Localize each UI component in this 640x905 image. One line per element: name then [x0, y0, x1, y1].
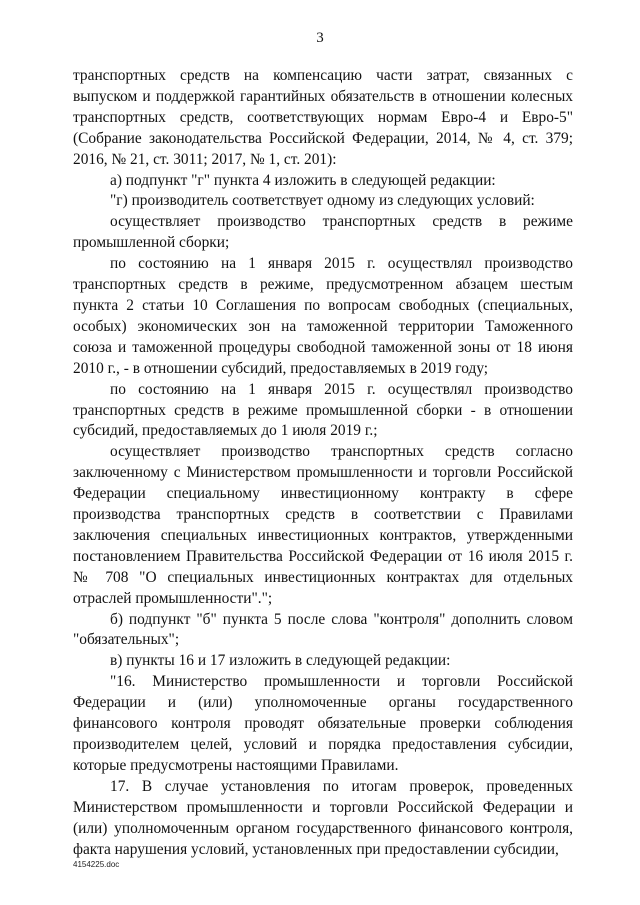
document-file-id: 4154225.doc [73, 860, 120, 869]
text-line: в) пункты 16 и 17 изложить в следующей редакции: [110, 652, 451, 670]
text-line: производства транспортных средств в соответствии с Правилами [73, 506, 573, 524]
text-line: 2010 г., - в отношении субсидий, предоставляемых в 2019 году; [73, 359, 489, 377]
text-line: "г) производитель соответствует одному из следующих условий: [110, 192, 535, 210]
text-line: 2016, № 21, ст. 3011; 2017, № 1, ст. 201): [73, 150, 337, 168]
text-line: выпуском и поддержкой гарантийных обязательств в отношении колесных [73, 87, 573, 105]
text-line: постановлением Правительства Российской Федерации от 16 июля 2015 г. [73, 547, 573, 565]
text-line: особых) экономических зон на таможенной территории Таможенного [73, 317, 573, 335]
text-line: транспортных средств, соответствующих нормам Евро-4 и Евро-5" [73, 108, 573, 126]
text-line: 17. В случае установления по итогам проверок, проведенных [110, 777, 573, 795]
text-line: осуществляет производство транспортных средств в режиме [110, 213, 573, 231]
page-number: 3 [316, 30, 324, 46]
text-line: пункта 2 статьи 10 Соглашения по вопросам свободных (специальных, [73, 296, 573, 314]
text-line: а) подпункт "г" пункта 4 изложить в следующей редакции: [110, 171, 496, 189]
text-line: заключения специальных инвестиционных контрактов, утвержденными [73, 526, 573, 544]
text-line: союза и таможенной процедуры свободной таможенной зоны от 18 июня [73, 338, 573, 356]
text-line: заключенному с Министерством промышленности и торговли Российской [73, 464, 573, 482]
text-line: (или) уполномоченным органом государственного финансового контроля, [73, 819, 573, 837]
text-line: "обязательных"; [73, 631, 180, 649]
text-line: Федерации специальному инвестиционному контракту в сфере [73, 485, 573, 503]
text-line: промышленной сборки; [73, 234, 230, 252]
text-line: по состоянию на 1 января 2015 г. осуществлял производство [110, 255, 573, 273]
text-line: производителем целей, условий и порядка предоставления субсидии, [73, 736, 573, 753]
text-line: Федерации и (или) уполномоченные органы государственного [73, 694, 573, 712]
text-line: № 708 "О специальных инвестиционных контрактах для отдельных [73, 568, 573, 586]
text-line: транспортных средств в режиме, предусмотренном абзацем шестым [73, 276, 573, 294]
text-line: б) подпункт "б" пункта 5 после слова "контроля" дополнить словом [110, 610, 573, 628]
text-line: субсидий, предоставляемых до 1 июля 2019 г.; [73, 422, 378, 440]
text-line: транспортных средств в режиме промышленной сборки - в отношении [73, 401, 573, 419]
text-line: факта нарушения условий, установленных при предоставлении субсидии, [73, 840, 559, 858]
text-line: транспортных средств на компенсацию части затрат, связанных с [73, 67, 573, 84]
text-line: (Собрание законодательства Российской Федерации, 2014, № 4, ст. 379; [73, 129, 573, 147]
text-line: Министерством промышленности и торговли Российской Федерации и [73, 798, 573, 816]
text-line: "16. Министерство промышленности и торговли Российской [110, 673, 573, 691]
document-body [73, 66, 573, 860]
text-line: осуществляет производство транспортных средств согласно [110, 443, 573, 461]
text-line: финансового контроля проводят обязательные проверки соблюдения [73, 715, 573, 733]
text-line: отраслей промышленности"."; [73, 589, 273, 607]
text-line: которые предусмотрены настоящими Правилами. [73, 756, 399, 774]
text-line: по состоянию на 1 января 2015 г. осуществлял производство [110, 380, 573, 398]
